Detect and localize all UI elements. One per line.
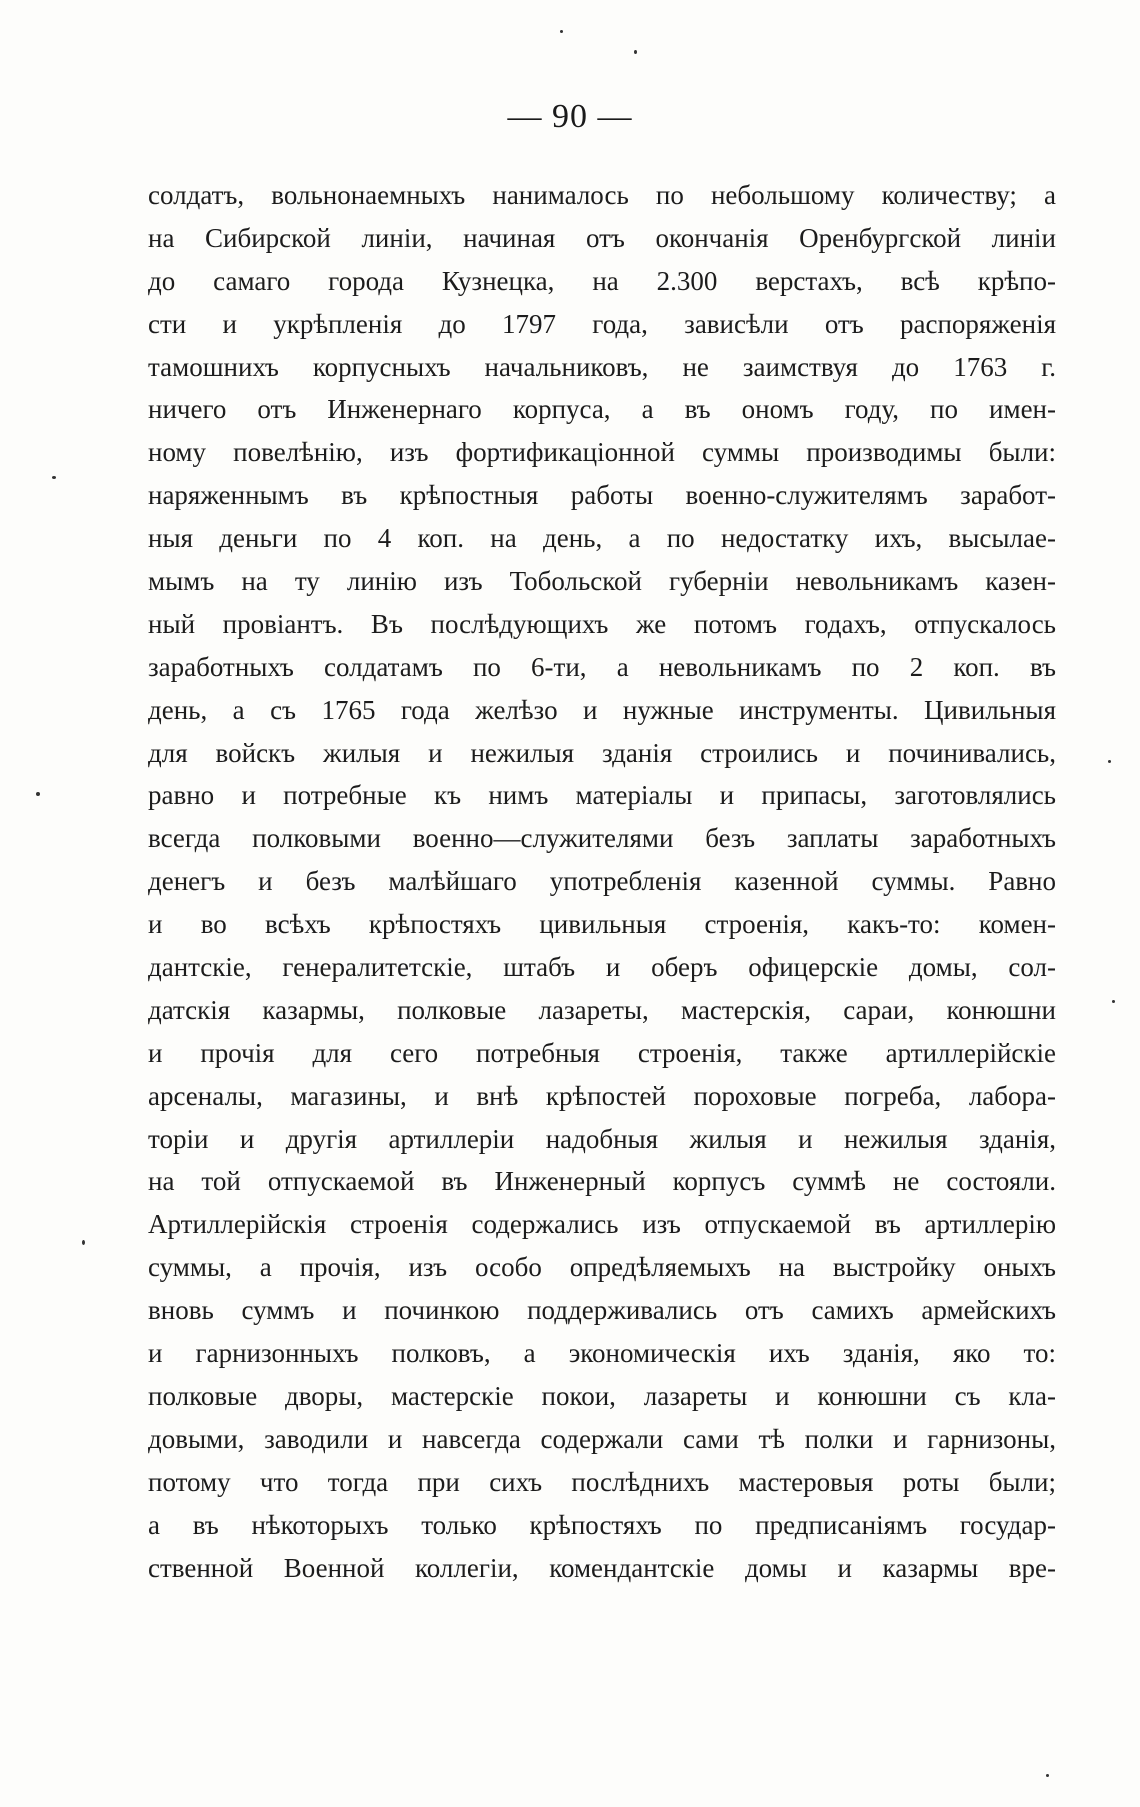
text-line: арсеналы, магазины, и внѣ крѣпостей пороховые погреба, лабора- bbox=[148, 1080, 1056, 1111]
text-line: на Сибирской линіи, начиная отъ окончанія Оренбургской линіи bbox=[148, 222, 1056, 253]
page-number: — 90 — bbox=[507, 98, 633, 135]
text-line: вновь суммъ и починкою поддерживались отъ самихъ армейскихъ bbox=[148, 1295, 1056, 1326]
text-line: полковые дворы, мастерскіе покои, лазареты и конюшни съ кла- bbox=[148, 1380, 1056, 1411]
text-line: наряженнымъ въ крѣпостныя работы военно-служителямъ заработ- bbox=[148, 480, 1056, 511]
scan-speck bbox=[52, 476, 56, 479]
text-line: ному повелѣнію, изъ фортификаціонной суммы производимы были: bbox=[148, 437, 1056, 468]
text-line: а въ нѣкоторыхъ только крѣпостяхъ по предписаніямъ государ- bbox=[148, 1509, 1056, 1540]
text-line: ный провіантъ. Въ послѣдующихъ же потомъ годахъ, отпускалось bbox=[148, 608, 1056, 639]
text-line: ничего отъ Инженернаго корпуса, а въ ономъ году, по имен- bbox=[148, 394, 1056, 425]
text-line: Артиллерійскія строенія содержались изъ отпускаемой въ артиллерію bbox=[148, 1209, 1056, 1240]
text-line: день, а съ 1765 года желѣзо и нужные инструменты. Цивильныя bbox=[148, 694, 1056, 725]
text-line: всегда полковыми военно—служителями безъ заплаты заработныхъ bbox=[148, 823, 1056, 854]
scan-speck bbox=[1112, 1000, 1115, 1003]
text-line: заработныхъ солдатамъ по 6-ти, а невольникамъ по 2 коп. въ bbox=[148, 651, 1056, 682]
text-line: до самаго города Кузнецка, на 2.300 верстахъ, всѣ крѣпо- bbox=[148, 265, 1056, 296]
scan-speck bbox=[36, 792, 40, 796]
scan-speck bbox=[1046, 1774, 1049, 1777]
text-line: суммы, а прочія, изъ особо опредѣляемыхъ на выстройку оныхъ bbox=[148, 1252, 1056, 1283]
text-line: торіи и другія артиллеріи надобныя жилыя и нежилыя зданія, bbox=[148, 1123, 1056, 1154]
text-line: датскія казармы, полковые лазареты, мастерскія, сараи, конюшни bbox=[148, 994, 1056, 1025]
text-line: и во всѣхъ крѣпостяхъ цивильныя строенія, какъ-то: комен- bbox=[148, 909, 1056, 940]
text-line: довыми, заводили и навсегда содержали сами тѣ полки и гарнизоны, bbox=[148, 1423, 1056, 1454]
scan-speck bbox=[1108, 760, 1111, 763]
body-text bbox=[148, 174, 1056, 1589]
text-line: сти и укрѣпленія до 1797 года, зависѣли отъ распоряженія bbox=[148, 308, 1056, 339]
text-line: тамошнихъ корпусныхъ начальниковъ, не заимствуя до 1763 г. bbox=[148, 351, 1056, 382]
text-line: ственной Военной коллегіи, комендантскіе домы и казармы вре- bbox=[148, 1552, 1056, 1583]
scan-speck bbox=[82, 1240, 85, 1245]
scan-speck bbox=[634, 50, 637, 54]
text-line: дантскіе, генералитетскіе, штабъ и оберъ офицерскіе домы, сол- bbox=[148, 952, 1056, 983]
scan-speck bbox=[560, 30, 563, 33]
text-line: на той отпускаемой въ Инженерный корпусъ суммѣ не состояли. bbox=[148, 1166, 1056, 1197]
text-line: солдатъ, вольнонаемныхъ нанималось по небольшому количеству; а bbox=[148, 180, 1056, 210]
text-line: и прочія для сего потребныя строенія, также артиллерійскіе bbox=[148, 1037, 1056, 1068]
text-line: для войскъ жилыя и нежилыя зданія строились и починивались, bbox=[148, 737, 1056, 768]
text-line: ныя деньги по 4 коп. на день, а по недостатку ихъ, высылае- bbox=[148, 523, 1056, 554]
text-line: потому что тогда при сихъ послѣднихъ мастеровыя роты были; bbox=[148, 1466, 1056, 1497]
text-line: денегъ и безъ малѣйшаго употребленія казенной суммы. Равно bbox=[148, 866, 1056, 897]
text-line: и гарнизонныхъ полковъ, а экономическія ихъ зданія, яко то: bbox=[148, 1338, 1056, 1369]
text-line: мымъ на ту линію изъ Тобольской губерніи невольникамъ казен- bbox=[148, 566, 1056, 597]
text-line: равно и потребные къ нимъ матеріалы и припасы, заготовлялись bbox=[148, 780, 1056, 811]
